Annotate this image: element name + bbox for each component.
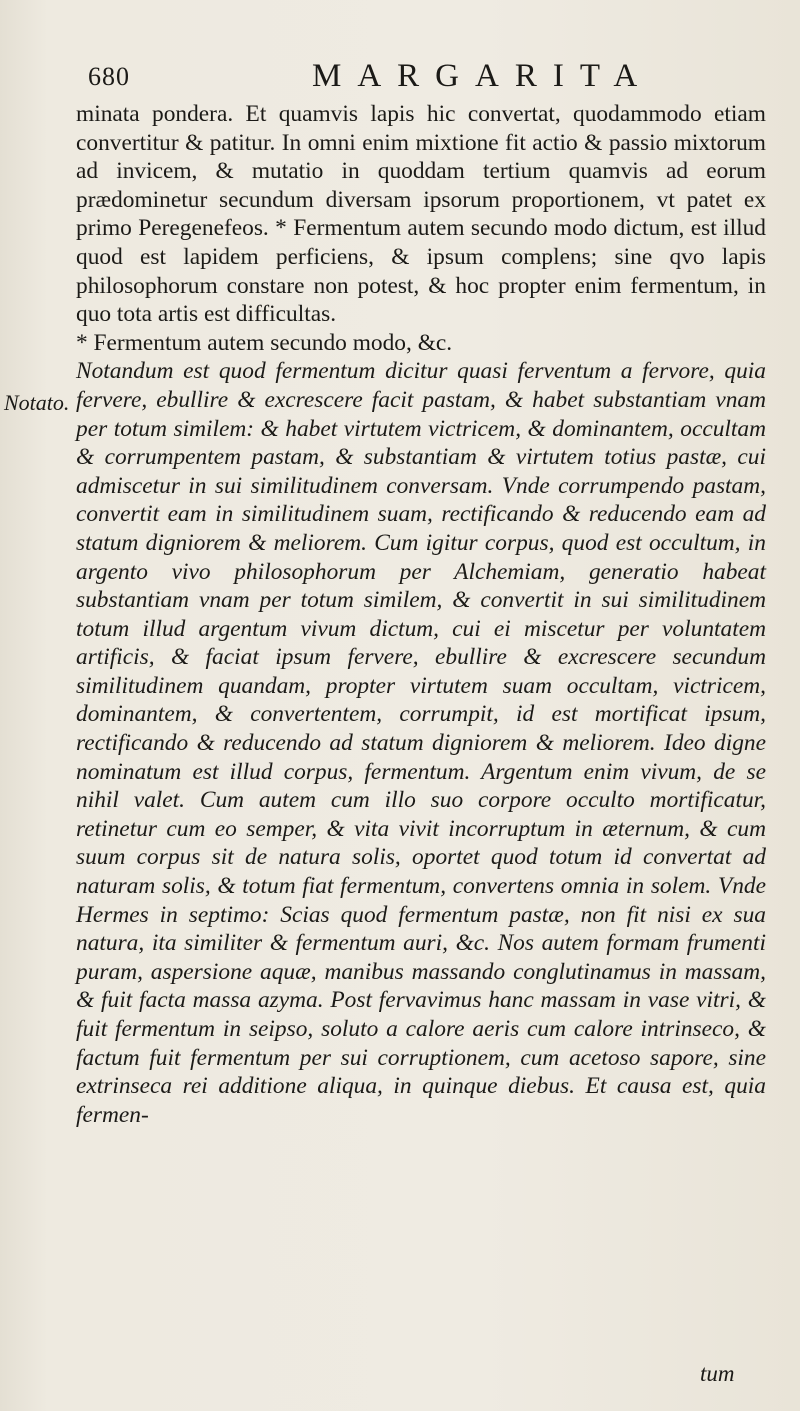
- body-text: [76, 100, 766, 1129]
- paragraph-note-lemma: * Fermentum autem secundo modo, &c.: [76, 329, 453, 356]
- paragraph-opening: minata pondera. Et quamvis lapis hic convertat, quodammodo etiam convertitur & patitur. In omni enim mixtione fit actio & passio mixtorum ad invicem, & mutatio in quoddam tertium quamvis ad eorum prædominetur secundum diversam ipsorum proportionem, vt patet ex primo Peregenefeos. * Fermentum autem secundo modo dictum, est illud quod est lapidem perficiens, & ipsum complens; sine qvo lapis philosophorum constare non potest, & hoc propter enim fermentum, in quo tota artis est difficultas.: [76, 101, 766, 328]
- page-header: [0, 58, 800, 98]
- catchword: tum: [700, 1361, 735, 1386]
- page-number: 680: [88, 62, 130, 91]
- paragraph-commentary: Notandum est quod fermentum dicitur quasi ferventum a fervore, quia fervere, ebullire & excrescere facit pastam, & habet substantiam vnam per totum similem: & habet virtutem victricem, & dominantem, occultam & corrumpentem pastam, & substantiam & virtutem totius pastæ, cui admiscetur in sui similitudinem conversam. Vnde corrumpendo pastam, convertit eam in similitudinem suam, rectificando & reducendo eam ad statum digniorem & meliorem. Cum igitur corpus, quod est occultum, in argento vivo philosophorum per Alchemiam, generatio habeat substantiam vnam per totum similem, & convertit in sui similitudinem totum illud argentum vivum dictum, cui ei miscetur per voluntatem artificis, & faciat ipsum fervere, ebullire & excrescere secundum similitudinem quandam, propter virtutem suam occultam, victricem, dominantem, & convertentem, corrumpit, id est mortificat ipsum, rectificando & reducendo ad statum digniorem & meliorem. Ideo digne nominatum est illud corpus, fermentum. Argentum enim vivum, de se nihil valet. Cum autem cum illo suo corpore occulto mortificatur, retinetur cum eo semper, & vita vivit incorruptum in æternum, & cum suum corpus sit de natura solis, oportet quod totum id convertat ad naturam solis, & totum fiat fermentum, convertens omnia in solem. Vnde Hermes in septimo: Scias quod fermentum pastæ, non fit nisi ex sua natura, ita similiter & fermentum auri, &c. Nos autem formam frumenti puram, aspersione aquæ, manibus massando conglutinamus in massam, & fuit facta massa azyma. Post fervavimus hanc massam in vase vitri, & fuit fermentum in seipso, soluto a calore aeris cum calore intrinseco, & factum fuit fermentum per sui corruptionem, cum acetoso sapore, sine extrinseca rei additione aliqua, in quinque diebus. Et causa est, quia fermen-: [76, 358, 766, 1128]
- running-head: MARGARITA: [312, 58, 654, 94]
- margin-note: Notato.: [4, 390, 70, 415]
